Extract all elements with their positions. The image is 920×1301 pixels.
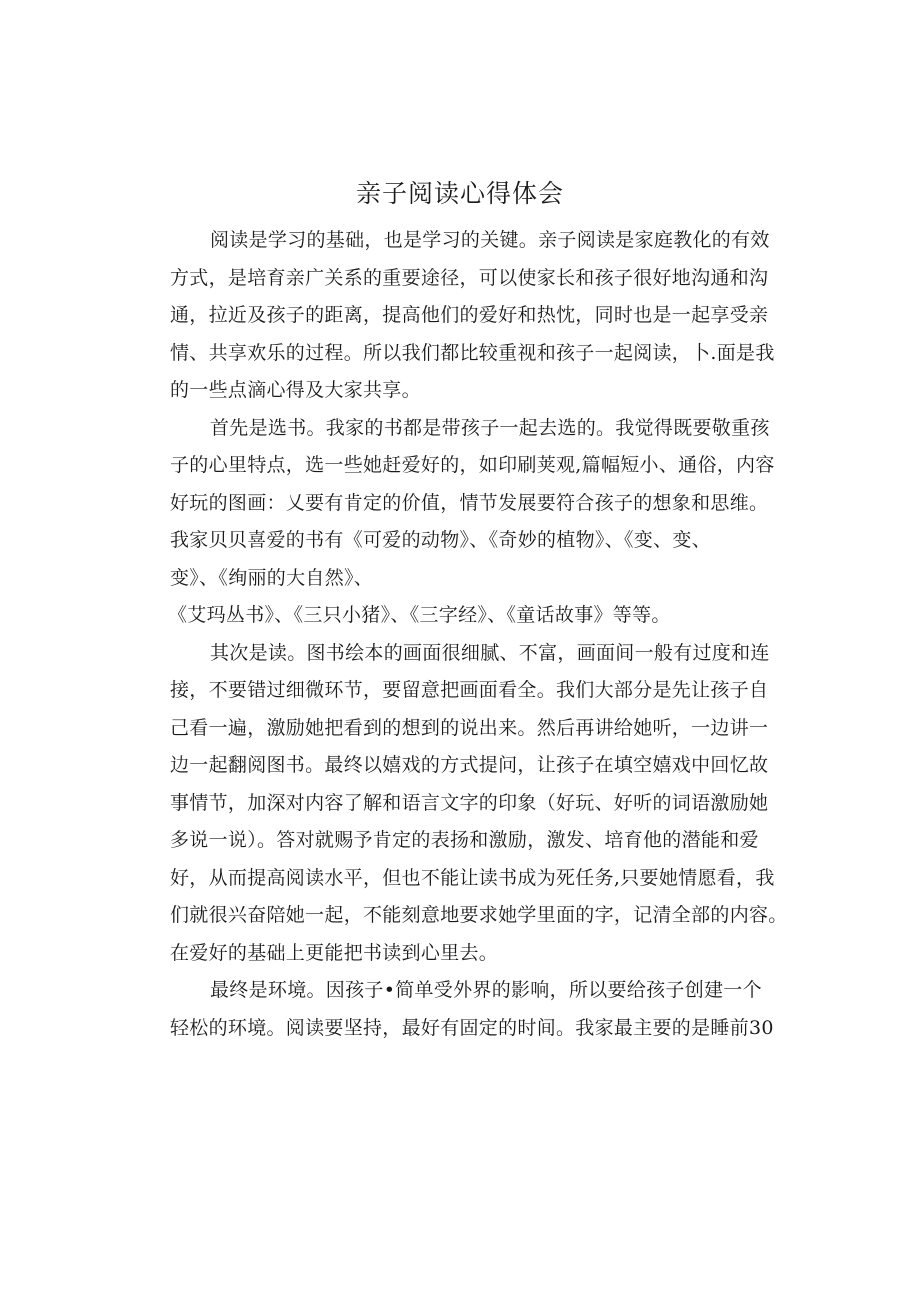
paragraph-line: 接，不要错过细微环节，要留意把画面看全。我们大部分是先让孩子自 <box>170 679 769 701</box>
paragraph-line: 通，拉近及孩子的距离，提高他们的爱好和热忱，同时也是一起享受亲 <box>170 304 769 326</box>
document-body <box>168 222 788 1047</box>
paragraph-line: 好，从而提高阅读水平，但也不能让读书成为死任务,只要她情愿看，我 <box>170 866 775 889</box>
paragraph-line: 边一起翻阅图书。最终以嬉戏的方式提问，让孩子在填空嬉戏中回忆故 <box>170 754 769 776</box>
paragraph-line: 《艾玛丛书》、《三只小猪》、《三字经》、《童话故事》等等。 <box>168 604 671 626</box>
document-title: 亲子阅读心得体会 <box>355 179 564 208</box>
paragraph-line: 轻松的环境。阅读要坚持，最好有固定的时间。我家最主要的是睡前30 <box>170 1016 774 1039</box>
paragraph-line: 多说一说）。答对就赐予肯定的表扬和激励，激发、培育他的潜能和爱 <box>170 829 759 851</box>
paragraph-line: 我家贝贝喜爱的书有《可爱的动物》、《奇妙的植物》、《变、变、 <box>170 529 712 551</box>
paragraph-line: 们就很兴奋陪她一起，不能刻意地要求她学里面的字，记清全部的内容。 <box>170 904 788 926</box>
paragraph-line: 其次是读。图书绘本的画面很细腻、不富，画面间一般有过度和连 <box>210 641 770 664</box>
paragraph-line: 在爱好的基础上更能把书读到心里去。 <box>170 941 499 964</box>
paragraph-line: 的一些点滴心得及大家共享。 <box>170 379 421 401</box>
paragraph-line: 子的心里特点，选一些她赶爱好的，如印刷荚观,篇幅短小、通俗，内容 <box>170 454 775 476</box>
paragraph-line: 首先是选书。我家的书都是带孩子一起去选的。我觉得既要敬重孩 <box>210 416 770 439</box>
paragraph-line: 好玩的图画：乂要有肯定的价值，情节发展要符合孩子的想象和思维。 <box>170 491 769 514</box>
paragraph-line: 己看一遍，激励她把看到的想到的说出来。然后再讲给她听，一边讲一 <box>170 716 769 739</box>
paragraph-line: 阅读是学习的基础，也是学习的关键。亲子阅读是家庭教化的有效 <box>210 229 770 251</box>
paragraph-line: 方式，是培育亲广关系的重要途径，可以使家长和孩子很好地沟通和沟 <box>170 266 769 289</box>
paragraph-line: 情、共享欢乐的过程。所以我们都比较重视和孩子一起阅读，卜.面是我 <box>170 341 775 364</box>
paragraph-line: 最终是环境。因孩子•简单受外界的影响，所以要给孩子创建一个 <box>210 979 762 1001</box>
paragraph-line: 事情节，加深对内容了解和语言文字的印象（好玩、好听的词语激励她 <box>170 791 769 814</box>
paragraph-line: 变》、《绚丽的大自然》、 <box>170 566 374 589</box>
